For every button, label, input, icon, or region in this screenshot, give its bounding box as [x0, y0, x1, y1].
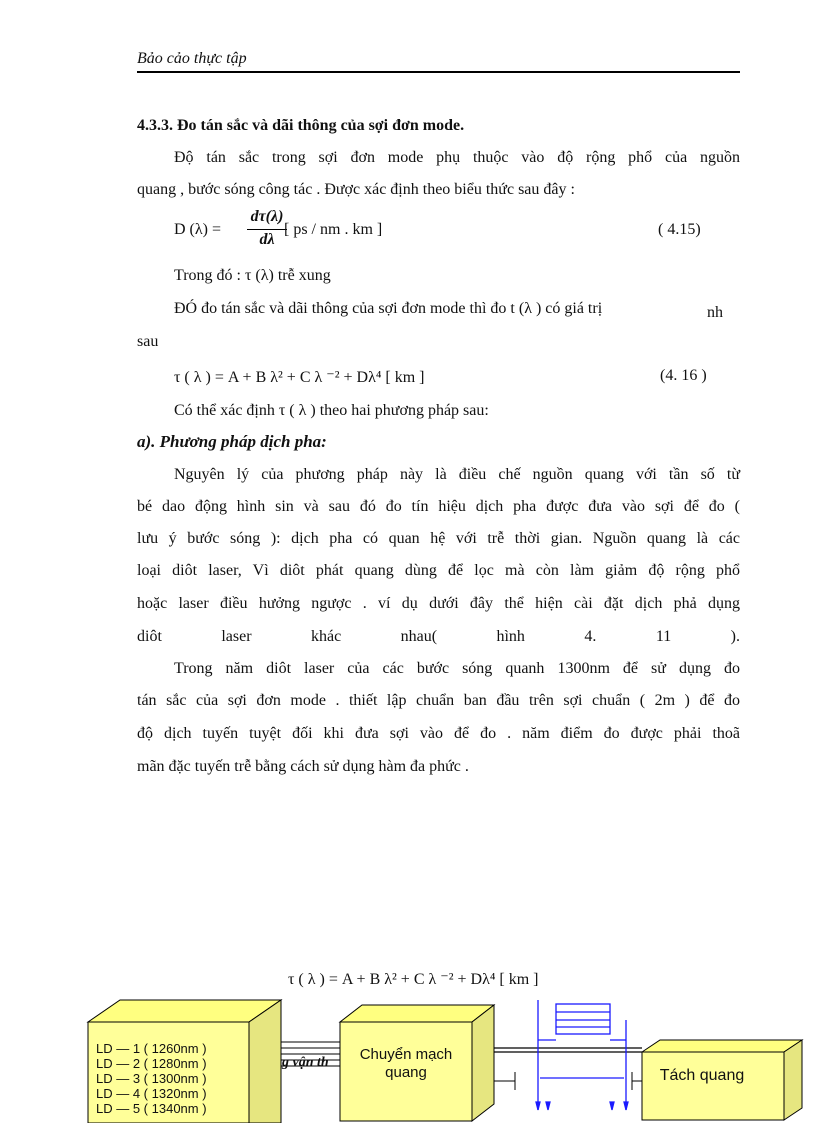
eq2: τ ( λ ) = A + B λ² + C λ ⁻² + Dλ⁴ [ km ] — [174, 369, 425, 386]
eq1-fraction — [247, 207, 287, 250]
p1-word: 4. — [584, 628, 597, 645]
fiber-spool — [536, 1000, 628, 1110]
eq2-number: (4. 16 ) — [660, 367, 707, 384]
overlap-text: g vận th — [282, 1055, 329, 1070]
switch-label — [340, 1046, 472, 1082]
header-rule — [137, 71, 740, 73]
eq1-numerator: dτ(λ) — [250, 208, 284, 225]
p1-word: hình — [496, 628, 525, 645]
switch-label-line-1: Chuyển mạch — [359, 1046, 453, 1063]
eq1-unit: [ ps / nm . km ] — [284, 221, 383, 238]
p1-word: 11 — [655, 628, 672, 645]
detector-label: Tách quang — [659, 1067, 745, 1084]
p1-line-6 — [137, 621, 740, 653]
connector-ticks — [494, 1072, 642, 1090]
where-line: Trong đó : τ (λ) trễ xung — [174, 267, 331, 284]
p2-line-3: độ dịch tuyến tuyệt đối khi đưa sợi vào để đo . năm điểm đo được phải thoã — [137, 725, 740, 742]
section-heading: 4.3.3. Đo tán sắc và dãi thông của sợi đơn mode. — [137, 117, 465, 134]
figure-equation: τ ( λ ) = A + B λ² + C λ ⁻² + Dλ⁴ [ km ] — [288, 971, 539, 988]
laser-item: LD — 1 ( 1260nm ) — [96, 1041, 207, 1056]
intro-line-1: Độ tán sắc trong sợi đơn mode phụ thuộc vào độ rộng phổ của nguồn — [174, 149, 740, 166]
method-a-heading: a). Phương pháp dịch pha: — [137, 432, 327, 451]
intro-line-2: quang , bước sóng công tác . Được xác định theo biểu thức sau đây : — [137, 181, 575, 198]
p1-word: laser — [221, 628, 252, 645]
measure-nh: nh — [707, 304, 723, 321]
p1-line-3: lưu ý bước sóng ): dịch pha có quan hệ với trễ thời gian. Nguồn quang là các — [137, 530, 740, 547]
eq1-denominator: dλ — [259, 231, 275, 248]
measure-line-1: ĐÓ đo tán sắc và dãi thông của sợi đơn mode thì đo t (λ ) có giá trị — [174, 300, 603, 317]
p1-word: nhau( — [400, 628, 438, 645]
p1-line-4: loại diôt laser, Vì diôt phát quang dùng để lọc mà còn làm giảm độ rộng phổ — [137, 562, 740, 579]
page-header-title: Bảo cảo thực tập — [137, 50, 247, 67]
p2-line-2: tán sắc của sợi đơn mode . thiết lập chuẩn ban đầu trên sợi chuẩn ( 2m ) để đo — [137, 692, 740, 709]
laser-list — [96, 1041, 207, 1116]
p1-word: khác — [310, 628, 342, 645]
laser-item: LD — 4 ( 1320nm ) — [96, 1086, 207, 1101]
p1-line-5: hoặc laser điều hưởng ngược . ví dụ dưới đây thể hiện cài đặt dịch phả dụng — [137, 595, 740, 612]
switch-label-line-2: quang — [385, 1064, 427, 1081]
eq1-lhs: D (λ) = — [174, 221, 221, 238]
fiber-lines — [494, 1048, 642, 1052]
eq1-number: ( 4.15) — [658, 221, 701, 238]
p2-line-1: Trong năm diôt laser của các bước sóng quanh 1300nm để sử dụng đo — [174, 660, 740, 677]
methods-line: Có thể xác định τ ( λ ) theo hai phương pháp sau: — [174, 402, 489, 419]
p1-line-1: Nguyên lý của phương pháp này là điều chế nguồn quang với tần số từ — [174, 466, 740, 483]
measure-line-2: sau — [137, 333, 159, 350]
laser-item: LD — 2 ( 1280nm ) — [96, 1056, 207, 1071]
p2-line-4: mãn đặc tuyến trễ bằng cách sử dụng hàm đa phức . — [137, 758, 469, 775]
p1-word: diôt — [137, 628, 162, 645]
p1-line-2: bé dao động hình sin và sau đó đo tín hiệu dịch pha được đưa vào sợi để đo ( — [137, 498, 740, 515]
p1-word: ). — [730, 628, 740, 645]
laser-item: LD — 5 ( 1340nm ) — [96, 1101, 207, 1116]
laser-item: LD — 3 ( 1300nm ) — [96, 1071, 207, 1086]
